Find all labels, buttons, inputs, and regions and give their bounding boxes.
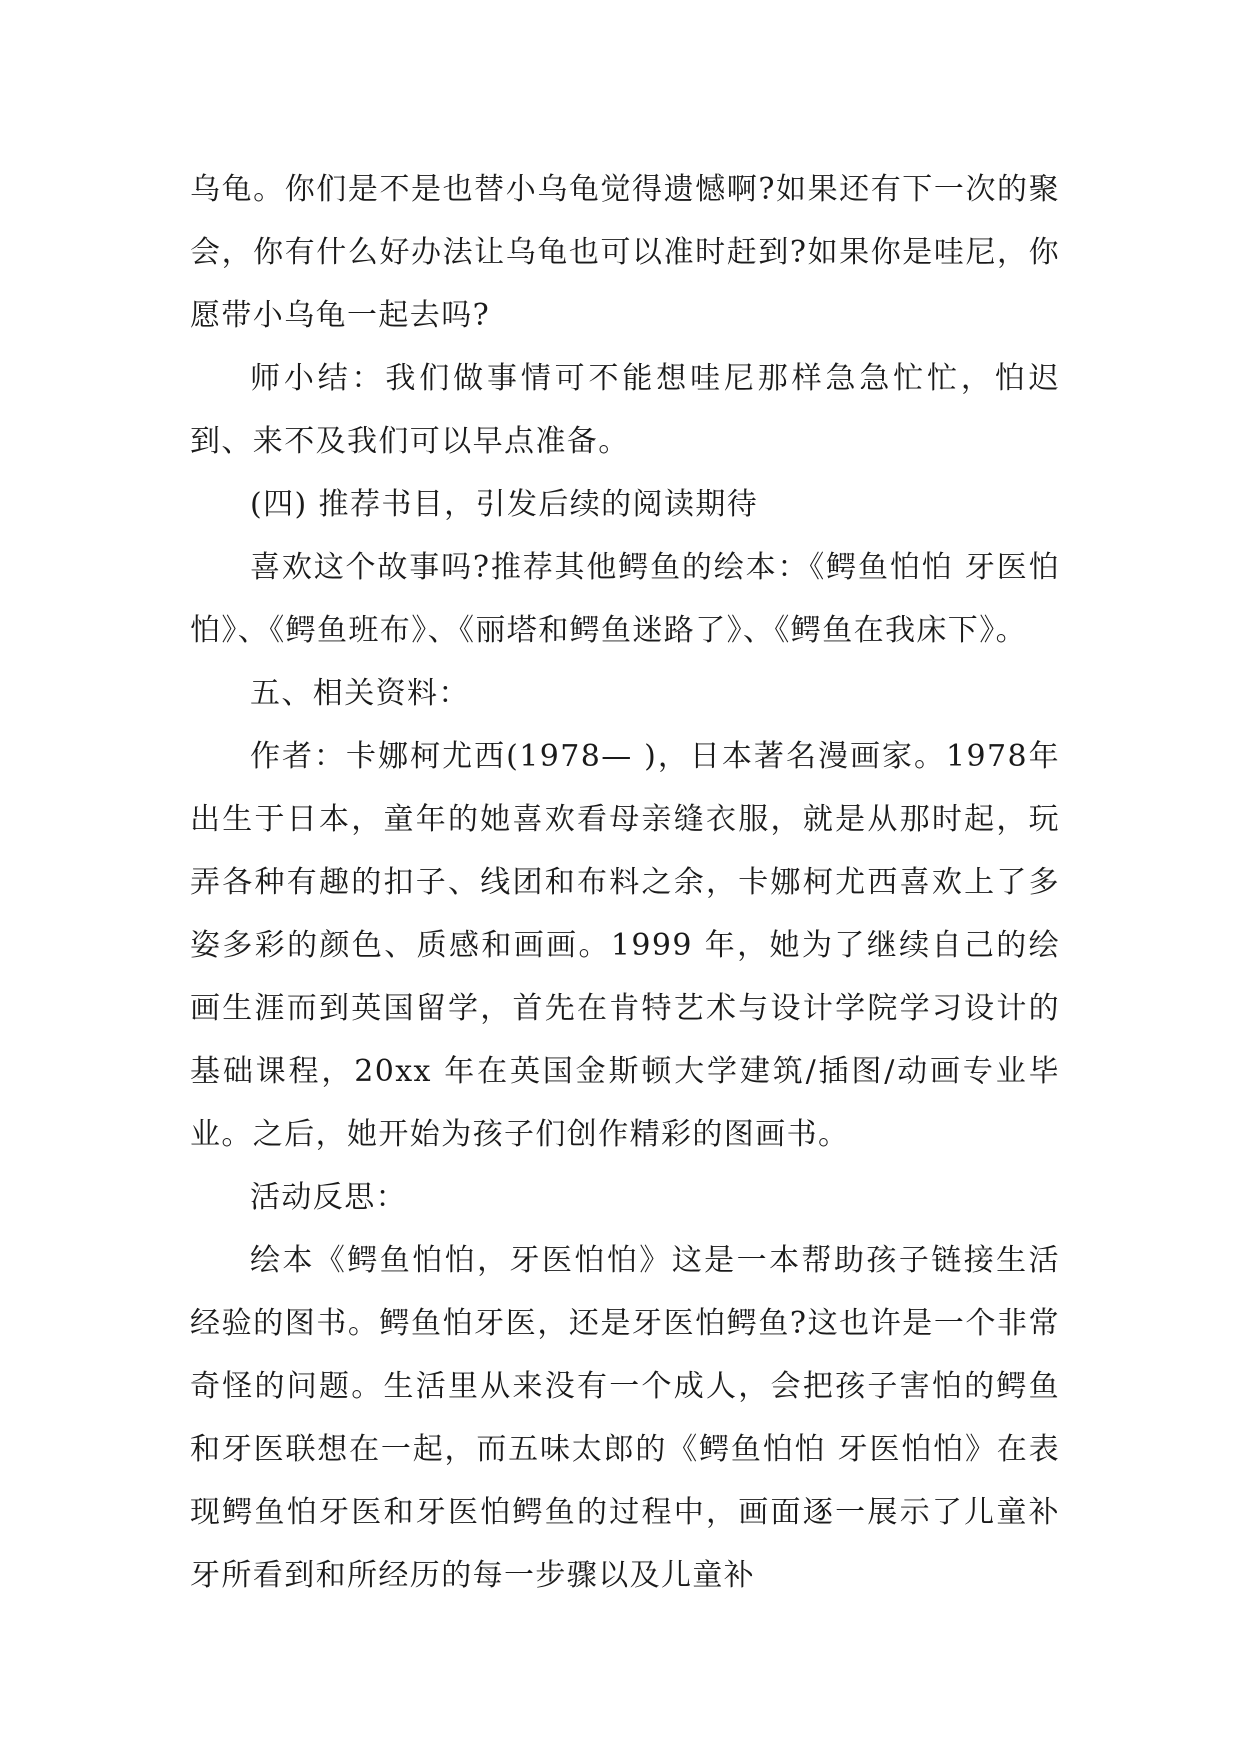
paragraph-turtle-questions: 乌龟。你们是不是也替小乌龟觉得遗憾啊?如果还有下一次的聚会，你有什么好办法让乌龟也可以准时赶到?如果你是哇尼，你愿带小乌龟一起去吗? <box>190 172 1060 333</box>
section-heading-reflection: 活动反思： <box>250 1180 407 1215</box>
document-body <box>190 158 1060 1607</box>
paragraph-author-bio: 作者：卡娜柯尤西(1978— )，日本著名漫画家。1978年出生于日本，童年的她喜欢看母亲缝衣服，就是从那时起，玩弄各种有趣的扣子、线团和布料之余，卡娜柯尤西喜欢上了多姿多彩的颜色、质感和画画。1999 年，她为了继续自己的绘画生涯而到英国留学，首先在肯特艺术与设计学院学习设计的基础课程，20xx 年在英国金斯顿大学建筑/插图/动画专业毕业。之后，她开始为孩子们创作精彩的图画书。 <box>190 739 1060 1152</box>
section-heading-related-materials: 五、相关资料： <box>250 676 470 711</box>
paragraph-reflection: 绘本《鳄鱼怕怕，牙医怕怕》这是一本帮助孩子链接生活经验的图书。鳄鱼怕牙医，还是牙医怕鳄鱼?这也许是一个非常奇怪的问题。生活里从来没有一个成人，会把孩子害怕的鳄鱼和牙医联想在一起，而五味太郎的《鳄鱼怕怕 牙医怕怕》在表现鳄鱼怕牙医和牙医怕鳄鱼的过程中，画面逐一展示了儿童补牙所看到和所经历的每一步骤以及儿童补 <box>190 1243 1060 1593</box>
paragraph-teacher-summary: 师小结：我们做事情可不能想哇尼那样急急忙忙，怕迟到、来不及我们可以早点准备。 <box>190 361 1060 459</box>
section-heading-recommend-books: (四) 推荐书目，引发后续的阅读期待 <box>250 487 759 522</box>
paragraph-book-recommendations: 喜欢这个故事吗?推荐其他鳄鱼的绘本：《鳄鱼怕怕 牙医怕怕》、《鳄鱼班布》、《丽塔和鳄鱼迷路了》、《鳄鱼在我床下》。 <box>190 550 1060 648</box>
